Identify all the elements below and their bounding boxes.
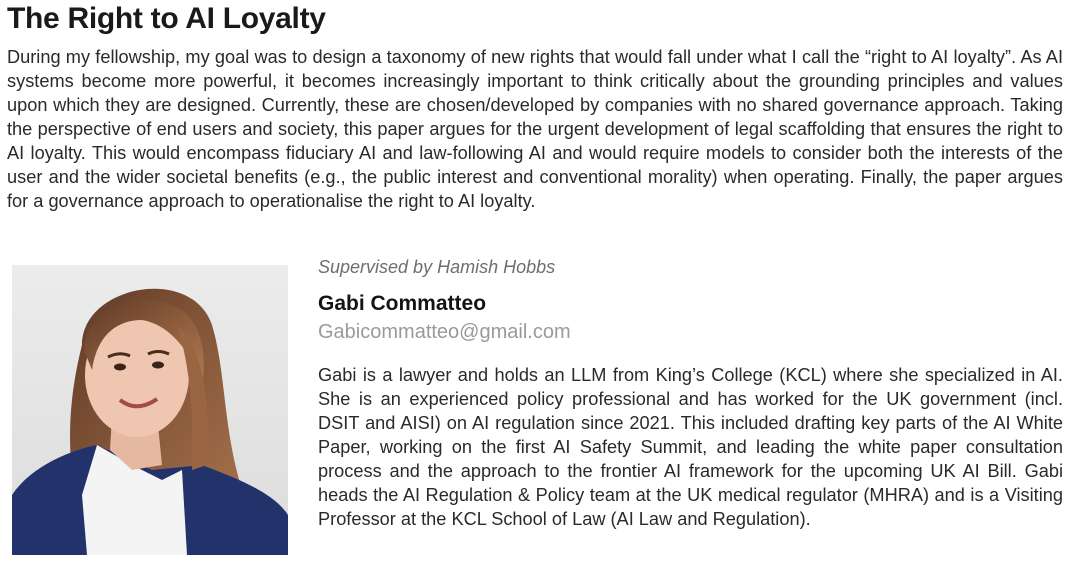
abstract-paragraph: During my fellowship, my goal was to design a taxonomy of new rights that would fall under what I call the “right to AI loyalty”. As AI systems become more powerful, it becomes increasingly important to think critically about the grounding principles and values upon which they are designed. Currently, these are chosen/developed by companies with no shared governance approach. Taking the perspective of end users and society, this paper argues for the urgent development of legal scaffolding that ensures the right to AI loyalty. This would encompass fiduciary AI and law-following AI and would require models to consider both the interests of the user and the wider societal benefits (e.g., the public interest and conventional morality) when operating. Finally, the paper argues for a governance approach to operationalise the right to AI loyalty. (7, 47, 1063, 211)
author-info (318, 255, 1063, 531)
page-title: The Right to AI Loyalty (7, 2, 326, 35)
author-bio: Gabi is a lawyer and holds an LLM from King’s College (KCL) where she specialized in AI. She is an experienced policy professional and has worked for the UK government (incl. DSIT and AISI) on AI regulation since 2021. This included drafting key parts of the AI White Paper, working on the first AI Safety Summit, and leading the white paper consultation process and the approach to the frontier AI framework for the upcoming UK AI Bill. Gabi heads the AI Regulation & Policy team at the UK medical regulator (MHRA) and is a Visiting Professor at the KCL School of Law (AI Law and Regulation). (318, 365, 1063, 529)
author-name: Gabi Commatteo (318, 292, 487, 315)
supervisor-line: Supervised by Hamish Hobbs (318, 257, 556, 277)
portrait-photo-icon (12, 265, 288, 555)
author-email: Gabicommatteo@gmail.com (318, 321, 571, 343)
author-photo (12, 265, 288, 555)
